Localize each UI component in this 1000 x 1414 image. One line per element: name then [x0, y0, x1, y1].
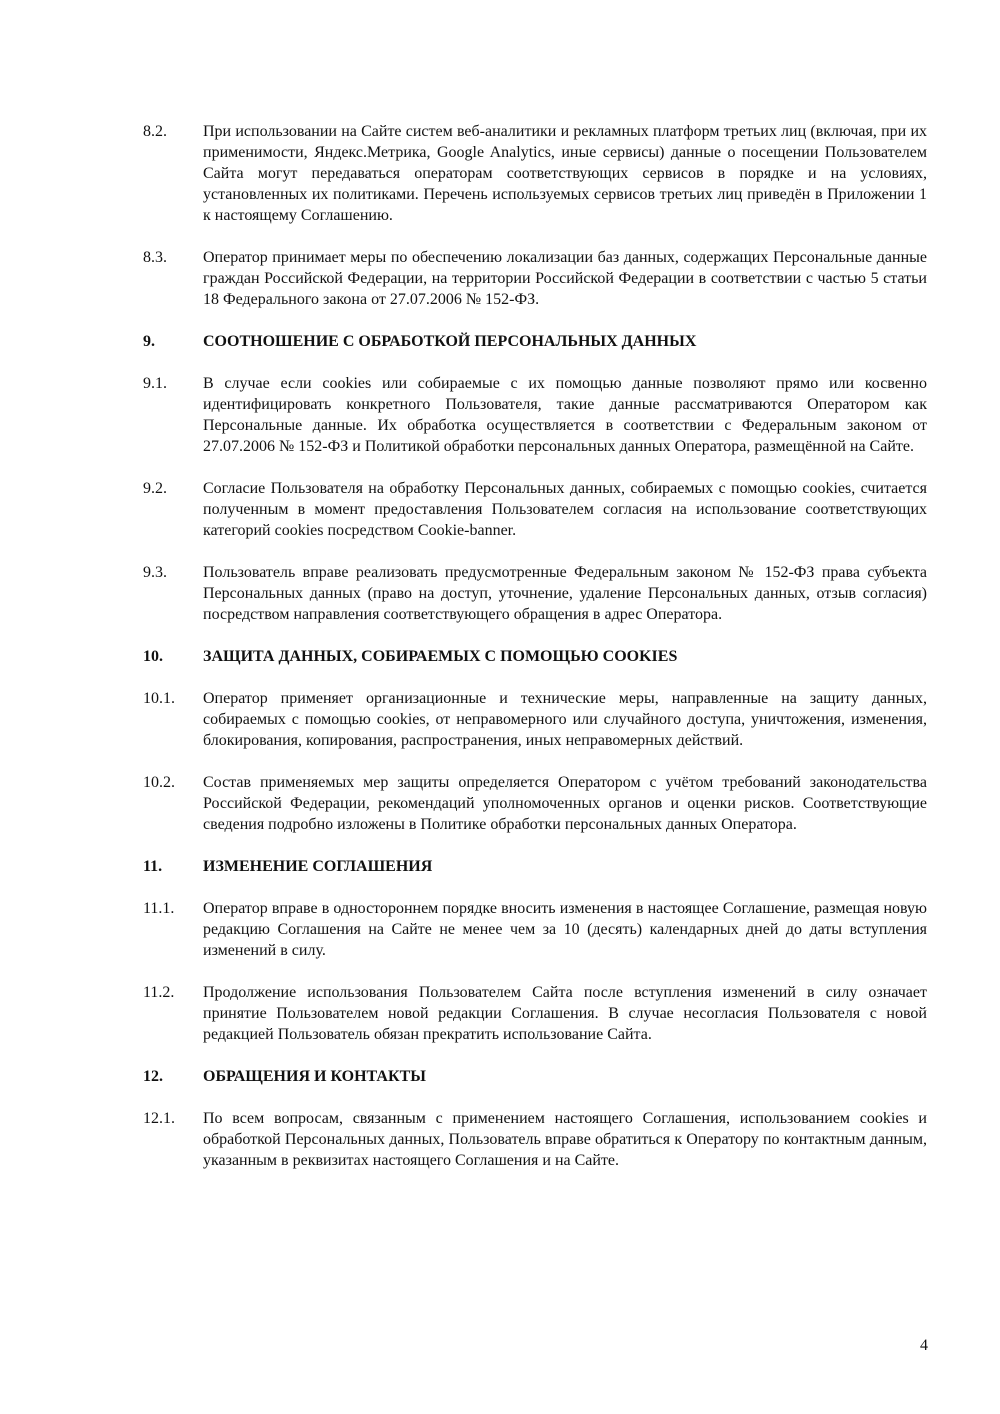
- clause-text: В случае если cookies или собираемые с их помощью данные позволяют прямо или косвенно идентифицировать конкретного Пользователя, такие данные рассматриваются Оператором как Персональные данные. Их обработка осуществляется в соответствии с Федеральным законом от 27.07.2006 № 152-ФЗ и Политикой обработки персональных данных Оператора, размещённой на Сайте.: [203, 375, 927, 455]
- clause-9-3: [143, 562, 927, 625]
- clause-number: 10.1.: [143, 690, 175, 707]
- section-title: СООТНОШЕНИЕ С ОБРАБОТКОЙ ПЕРСОНАЛЬНЫХ ДАННЫХ: [203, 333, 697, 350]
- clause-number: 8.2.: [143, 123, 167, 140]
- clause-11-1: [143, 898, 927, 961]
- section-title: ЗАЩИТА ДАННЫХ, СОБИРАЕМЫХ С ПОМОЩЬЮ COOKIES: [203, 648, 678, 665]
- section-title: ОБРАЩЕНИЯ И КОНТАКТЫ: [203, 1068, 426, 1085]
- clause-12-1: [143, 1108, 927, 1171]
- clause-number: 11.2.: [143, 984, 175, 1001]
- clause-text: Оператор применяет организационные и технические меры, направленные на защиту данных, собираемых с помощью cookies, от неправомерного или случайного доступа, уничтожения, изменения, блокирования, копирования, распространения, иных неправомерных действий.: [203, 690, 927, 749]
- section-heading-10: [143, 646, 927, 667]
- clause-number: 9.3.: [143, 564, 167, 581]
- clause-9-2: [143, 478, 927, 541]
- clause-9-1: [143, 373, 927, 457]
- clause-number: 11.1.: [143, 900, 175, 917]
- clause-text: Оператор принимает меры по обеспечению локализации баз данных, содержащих Персональные данные граждан Российской Федерации, на территории Российской Федерации в соответствии с частью 5 статьи 18 Федерального закона от 27.07.2006 № 152-ФЗ.: [203, 249, 927, 308]
- section-number: 10.: [143, 648, 163, 665]
- section-number: 9.: [143, 333, 155, 350]
- section-heading-12: [143, 1066, 927, 1087]
- clause-10-1: [143, 688, 927, 751]
- clause-text: Оператор вправе в одностороннем порядке вносить изменения в настоящее Соглашение, размещая новую редакцию Соглашения на Сайте не менее чем за 10 (десять) календарных дней до даты вступления изменений в силу.: [203, 900, 927, 959]
- clause-number: 10.2.: [143, 774, 175, 791]
- section-title: ИЗМЕНЕНИЕ СОГЛАШЕНИЯ: [203, 858, 433, 875]
- page-number: 4: [920, 1337, 928, 1354]
- clause-text: Продолжение использования Пользователем Сайта после вступления изменений в силу означает принятие Пользователем новой редакции Соглашения. В случае несогласия Пользователя с новой редакцией Пользователь обязан прекратить использование Сайта.: [203, 984, 927, 1043]
- clause-number: 8.3.: [143, 249, 167, 266]
- clause-11-2: [143, 982, 927, 1045]
- section-heading-11: [143, 856, 927, 877]
- clause-text: Состав применяемых мер защиты определяется Оператором с учётом требований законодательства Российской Федерации, рекомендаций уполномоченных органов и оценки рисков. Соответствующие сведения подробно изложены в Политике обработки персональных данных Оператора.: [203, 774, 927, 833]
- clause-text: По всем вопросам, связанным с применением настоящего Соглашения, использованием cookies и обработкой Персональных данных, Пользователь вправе обратиться к Оператору по контактным данным, указанным в реквизитах настоящего Соглашения и на Сайте.: [203, 1110, 927, 1169]
- clause-text: Пользователь вправе реализовать предусмотренные Федеральным законом № 152-ФЗ права субъекта Персональных данных (право на доступ, уточнение, удаление Персональных данных, отзыв согласия) посредством направления соответствующего обращения в адрес Оператора.: [203, 564, 927, 623]
- section-number: 12.: [143, 1068, 163, 1085]
- clause-text: При использовании на Сайте систем веб-аналитики и рекламных платформ третьих лиц (включая, при их применимости, Яндекс.Метрика, Google Analytics, иные сервисы) данные о посещении Пользователем Сайта могут передаваться операторам соответствующих сервисов в порядке и на условиях, установленных их политиками. Перечень используемых сервисов третьих лиц приведён в Приложении 1 к настоящему Соглашению.: [203, 123, 927, 224]
- clause-number: 12.1.: [143, 1110, 175, 1127]
- clause-10-2: [143, 772, 927, 835]
- clause-number: 9.1.: [143, 375, 167, 392]
- clause-8-2: [143, 121, 927, 226]
- clause-8-3: [143, 247, 927, 310]
- document-body: [143, 121, 927, 1192]
- clause-text: Согласие Пользователя на обработку Персональных данных, собираемых с помощью cookies, считается полученным в момент предоставления Пользователем согласия на использование соответствующих категорий cookies посредством Cookie-banner.: [203, 480, 927, 539]
- clause-number: 9.2.: [143, 480, 167, 497]
- section-number: 11.: [143, 858, 163, 875]
- section-heading-9: [143, 331, 927, 352]
